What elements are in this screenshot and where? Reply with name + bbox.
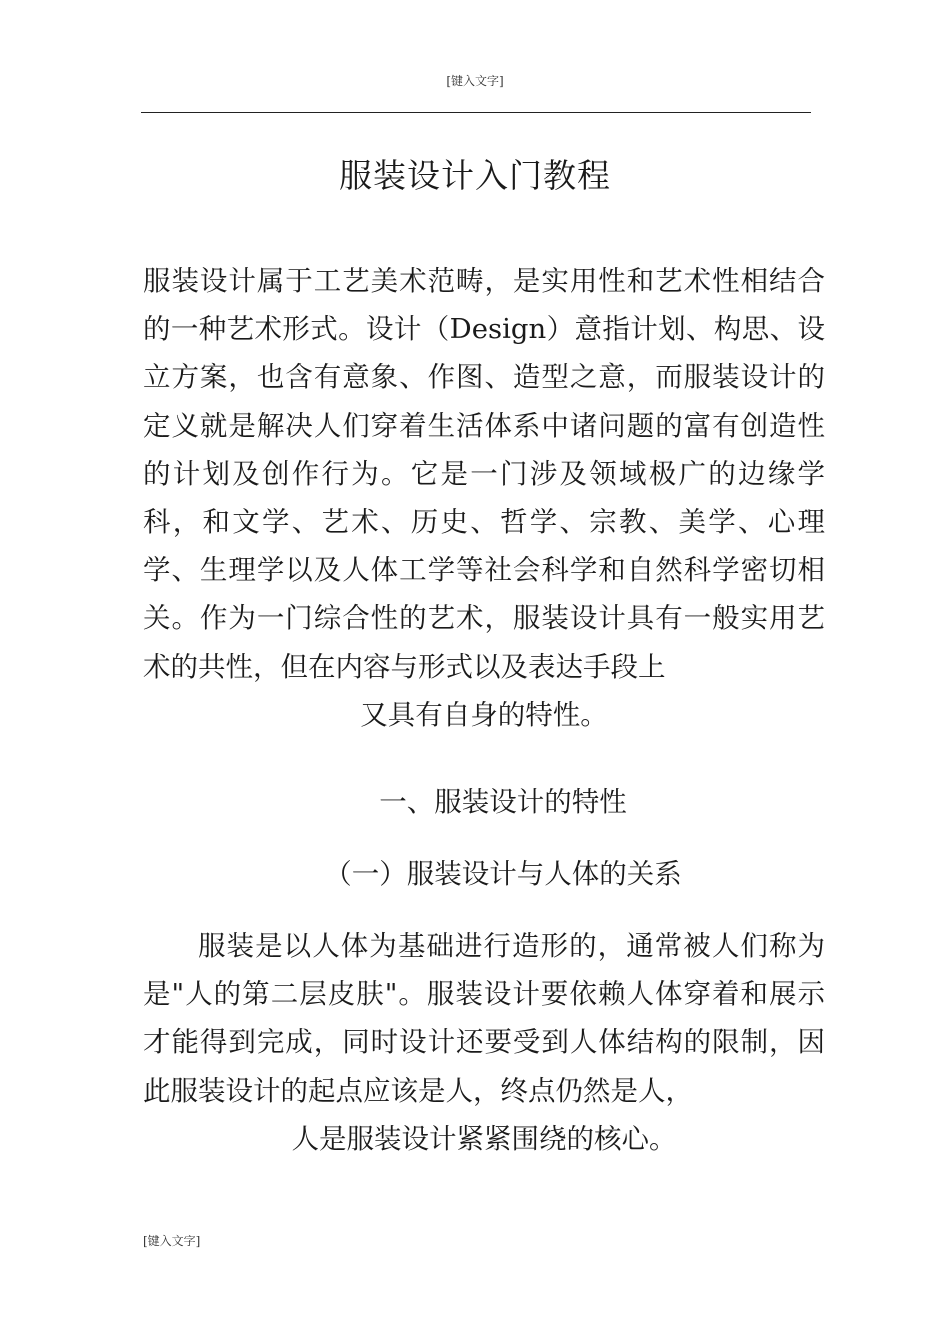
intro-paragraph [143,257,825,739]
page-footer: [键入文字] [143,1234,201,1248]
intro-paragraph-body: 服装设计属于工艺美术范畴，是实用性和艺术性相结合的一种艺术形式。设计（Design）意指计划、构思、设立方案，也含有意象、作图、造型之意，而服装设计的定义就是解决人们穿着生活体系中诸问题的富有创造性的计划及创作行为。它是一门涉及领域极广的边缘学科，和文学、艺术、历史、哲学、宗教、美学、心理学、生理学以及人体工学等社会科学和自然科学密切相关。作为一门综合性的艺术，服装设计具有一般实用艺术的共性，但在内容与形式以及表达手段上 [143,265,825,683]
body-paragraph [143,922,825,1163]
document-title: 服装设计入门教程 [339,156,611,195]
page-header: [键入文字] [446,74,504,88]
header-divider [141,112,811,113]
subsection-heading: （一）服装设计与人体的关系 [324,858,682,890]
intro-paragraph-last-line: 又具有自身的特性。 [360,698,608,731]
body-paragraph-body: 服装是以人体为基础进行造形的，通常被人们称为是"人的第二层皮肤"。服装设计要依赖人体穿着和展示才能得到完成，同时设计还要受到人体结构的限制，因此服装设计的起点应该是人，终点仍然是人， [143,930,825,1107]
body-paragraph-last-line: 人是服装设计紧紧围绕的核心。 [291,1122,677,1155]
section-heading: 一、服装设计的特性 [379,786,627,818]
